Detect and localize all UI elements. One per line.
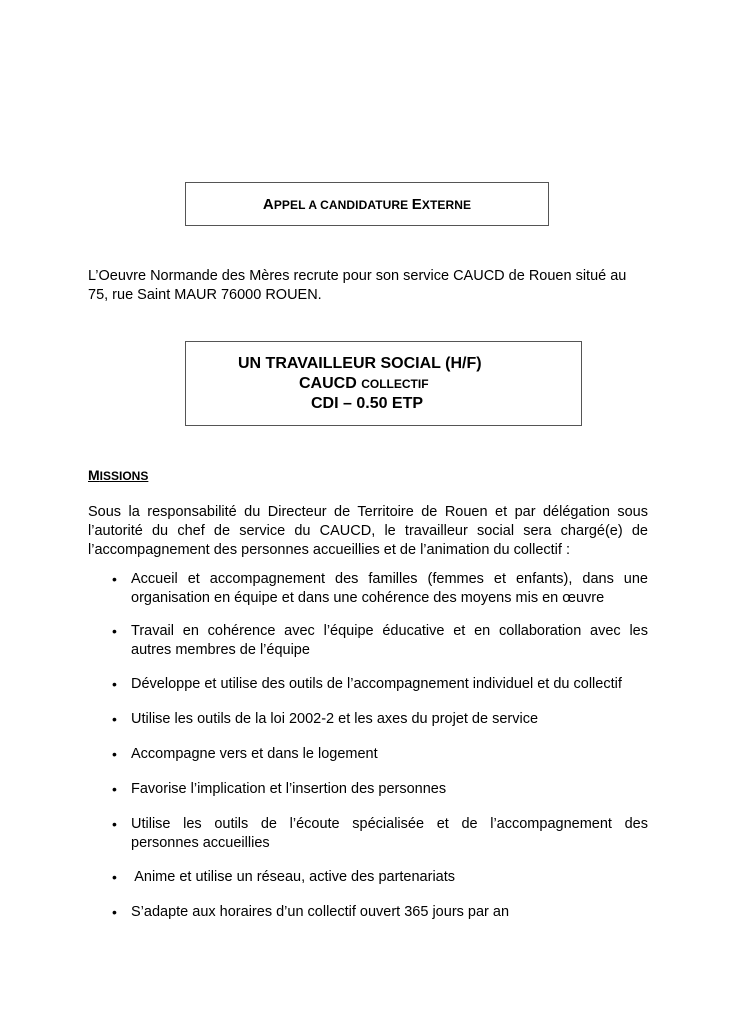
job-box bbox=[185, 341, 582, 426]
bullet-icon: • bbox=[112, 746, 117, 762]
bullet-icon: • bbox=[112, 869, 117, 885]
description-line: l’accompagnement des personnes accueillies et de l’animation du collectif : bbox=[88, 542, 570, 558]
description-line: l’autorité du chef de service du CAUCD, le travailleur social sera chargé(e) de bbox=[88, 523, 648, 539]
intro-line: 75, rue Saint MAUR 76000 ROUEN. bbox=[88, 287, 322, 303]
header-box bbox=[185, 182, 549, 226]
bullet-icon: • bbox=[112, 904, 117, 920]
list-item-line: Anime et utilise un réseau, active des partenariats bbox=[131, 869, 456, 885]
header-title: APPEL A CANDIDATURE EXTERNE bbox=[262, 195, 472, 213]
bullet-icon: • bbox=[112, 571, 117, 587]
description-line: Sous la responsabilité du Directeur de Territoire de Rouen et par délégation sous bbox=[88, 504, 648, 520]
job-service: CAUCD COLLECTIF bbox=[299, 375, 429, 392]
bullet-icon: • bbox=[112, 676, 117, 692]
list-item-line: autres membres de l’équipe bbox=[131, 642, 310, 658]
list-item bbox=[112, 570, 648, 608]
list-item bbox=[112, 903, 648, 922]
list-item bbox=[112, 815, 648, 853]
list-item-line: personnes accueillies bbox=[131, 835, 270, 851]
list-item bbox=[112, 780, 648, 799]
job-title: UN TRAVAILLEUR SOCIAL (H/F) bbox=[238, 355, 482, 372]
intro-line: L’Oeuvre Normande des Mères recrute pour son service CAUCD de Rouen situé au bbox=[88, 268, 627, 284]
list-item-line: Travail en cohérence avec l’équipe éducative et en collaboration avec les bbox=[131, 623, 648, 639]
bullet-icon: • bbox=[112, 623, 117, 639]
list-item bbox=[112, 710, 648, 729]
list-item-line: Utilise les outils de l’écoute spécialisée et de l’accompagnement des bbox=[131, 816, 648, 832]
list-item bbox=[112, 868, 648, 887]
list-item bbox=[112, 675, 648, 694]
bullet-icon: • bbox=[112, 816, 117, 832]
list-item-line: organisation en équipe et dans une cohérence des moyens mis en œuvre bbox=[131, 590, 605, 606]
list-item-line: Accompagne vers et dans le logement bbox=[131, 746, 378, 762]
list-item-line: Favorise l’implication et l’insertion des personnes bbox=[131, 781, 447, 797]
list-item bbox=[112, 745, 648, 764]
intro-paragraph bbox=[88, 267, 648, 305]
list-item-line: S’adapte aux horaires d’un collectif ouvert 365 jours par an bbox=[131, 904, 510, 920]
job-contract: CDI – 0.50 ETP bbox=[311, 395, 424, 412]
missions-description bbox=[88, 503, 648, 560]
list-item-line: Accueil et accompagnement des familles (femmes et enfants), dans une bbox=[131, 571, 648, 587]
bullet-icon: • bbox=[112, 711, 117, 727]
list-item-line: Développe et utilise des outils de l’accompagnement individuel et du collectif bbox=[131, 676, 622, 692]
list-item-line: Utilise les outils de la loi 2002-2 et les axes du projet de service bbox=[131, 711, 539, 727]
missions-heading: MISSIONS bbox=[88, 467, 149, 483]
bullet-icon: • bbox=[112, 781, 117, 797]
list-item bbox=[112, 622, 648, 660]
